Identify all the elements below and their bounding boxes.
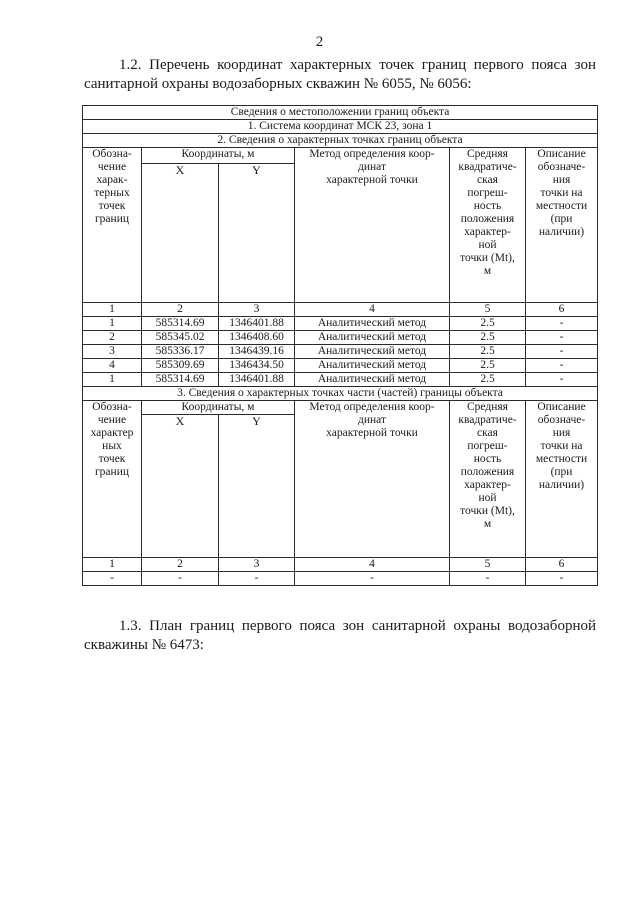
y-cell: 1346439.16 [219, 345, 295, 359]
method-cell: Аналитический метод [295, 317, 450, 331]
header-mean-error: Средняя квадратиче- ская погреш- ность положения характер- ной точки (Mt), м [450, 148, 526, 303]
point-cell: 1 [83, 317, 142, 331]
point-cell: 2 [83, 331, 142, 345]
y-cell: 1346408.60 [219, 331, 295, 345]
description-cell: - [526, 317, 598, 331]
section-2-title: 2. Сведения о характерных точках границ объекта [83, 134, 598, 148]
column-number-row [83, 303, 598, 317]
method-cell: Аналитический метод [295, 331, 450, 345]
point-cell: 4 [83, 359, 142, 373]
table-row [83, 317, 598, 331]
method-cell: Аналитический метод [295, 373, 450, 387]
column-number: 6 [526, 303, 598, 317]
header-coordinates: Координаты, м [142, 148, 295, 164]
column-number: 3 [219, 303, 295, 317]
x-cell: - [142, 572, 219, 586]
header-mean-error: Средняя квадратиче- ская погреш- ность положения характер- ной точки (Mt), м [450, 401, 526, 558]
point-cell: 3 [83, 345, 142, 359]
page-number: 2 [315, 34, 324, 50]
x-cell: 585314.69 [142, 373, 219, 387]
column-number: 2 [142, 303, 219, 317]
header-method: Метод определения коор- динат характерной точки [295, 148, 450, 303]
y-cell: 1346401.88 [219, 317, 295, 331]
header-coordinates: Координаты, м [142, 401, 295, 415]
description-cell: - [526, 572, 598, 586]
error-cell: 2.5 [450, 345, 526, 359]
point-cell: 1 [83, 373, 142, 387]
column-number: 1 [83, 303, 142, 317]
column-number: 5 [450, 303, 526, 317]
error-cell: 2.5 [450, 317, 526, 331]
section-1-3-heading: 1.3. План границ первого пояса зон санитарной охраны водозаборной скважины № 6473: [84, 618, 596, 653]
method-cell: - [295, 572, 450, 586]
error-cell: 2.5 [450, 373, 526, 387]
y-cell: - [219, 572, 295, 586]
column-number: 5 [450, 558, 526, 572]
table-title: Сведения о местоположении границ объекта [83, 106, 598, 120]
description-cell: - [526, 345, 598, 359]
table-row [83, 331, 598, 345]
table-row [83, 359, 598, 373]
header-point-designation: Обозна- чение харак- терных точек границ [83, 148, 142, 303]
table-row [83, 572, 598, 586]
x-cell: 585309.69 [142, 359, 219, 373]
column-number: 3 [219, 558, 295, 572]
header-y: Y [219, 415, 295, 558]
header-x: X [142, 415, 219, 558]
header-x: X [142, 164, 219, 303]
column-number: 1 [83, 558, 142, 572]
coordinates-table [82, 105, 598, 586]
table-row [83, 373, 598, 387]
description-cell: - [526, 331, 598, 345]
header-y: Y [219, 164, 295, 303]
header-method: Метод определения коор- динат характерной точки [295, 401, 450, 558]
error-cell: 2.5 [450, 331, 526, 345]
description-cell: - [526, 359, 598, 373]
section-3-title: 3. Сведения о характерных точках части (частей) границы объекта [83, 387, 598, 401]
column-number: 4 [295, 558, 450, 572]
header-description: Описание обозначе- ния точки на местности (при наличии) [526, 148, 598, 303]
header-point-designation: Обозна- чение характер ных точек границ [83, 401, 142, 558]
error-cell: - [450, 572, 526, 586]
y-cell: 1346434.50 [219, 359, 295, 373]
point-cell: - [83, 572, 142, 586]
section-1-2-heading: 1.2. Перечень координат характерных точек границ первого пояса зон санитарной охраны водозаборных скважин № 6055, № 6056: [84, 57, 596, 92]
method-cell: Аналитический метод [295, 345, 450, 359]
x-cell: 585336.17 [142, 345, 219, 359]
column-number: 4 [295, 303, 450, 317]
error-cell: 2.5 [450, 359, 526, 373]
coordinate-system-row: 1. Система координат МСК 23, зона 1 [83, 120, 598, 134]
header-description: Описание обозначе- ния точки на местности (при наличии) [526, 401, 598, 558]
table-row [83, 345, 598, 359]
x-cell: 585314.69 [142, 317, 219, 331]
column-number: 2 [142, 558, 219, 572]
column-number-row [83, 558, 598, 572]
y-cell: 1346401.88 [219, 373, 295, 387]
column-number: 6 [526, 558, 598, 572]
method-cell: Аналитический метод [295, 359, 450, 373]
x-cell: 585345.02 [142, 331, 219, 345]
description-cell: - [526, 373, 598, 387]
